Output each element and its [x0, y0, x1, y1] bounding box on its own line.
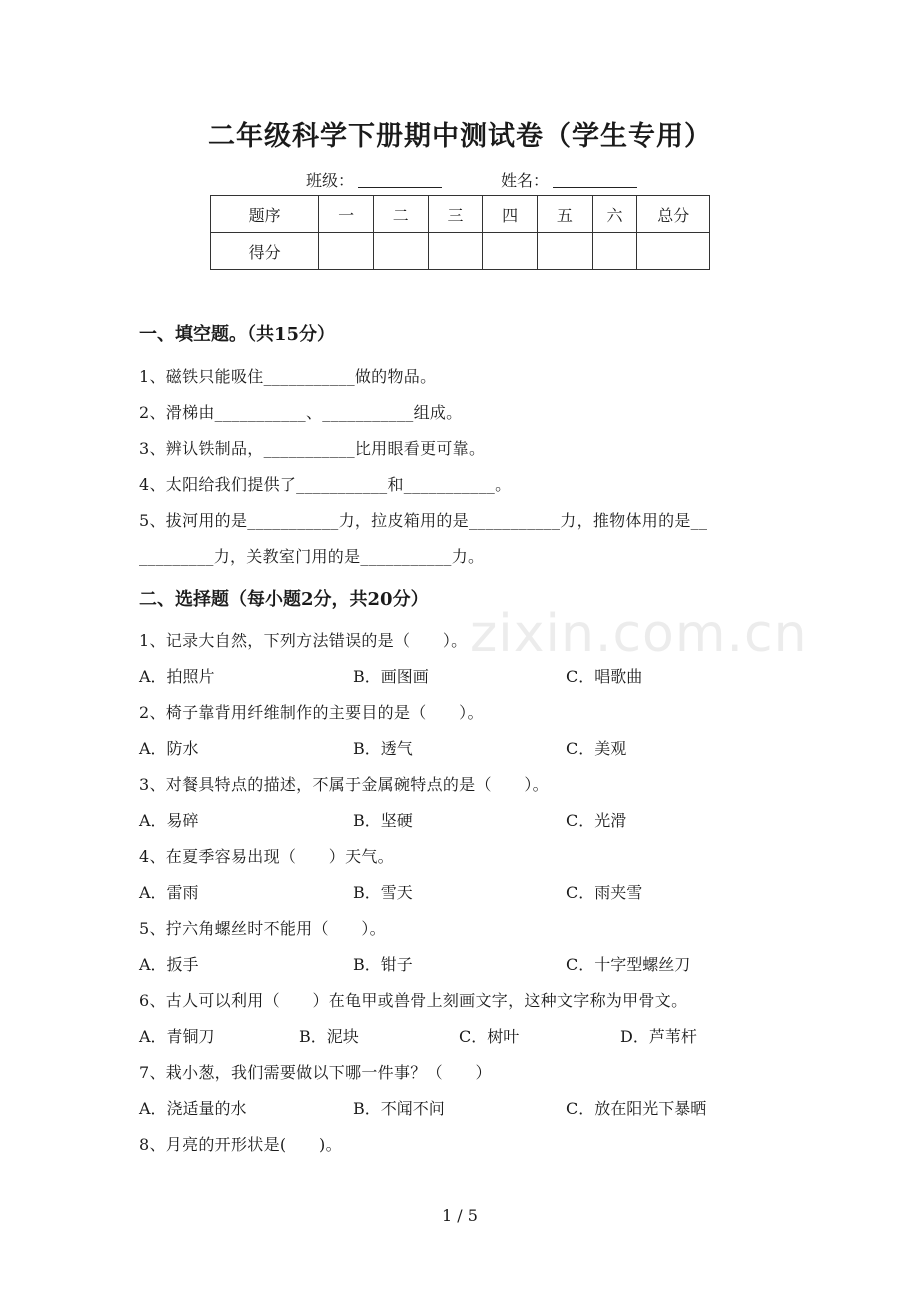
choice-question: 2、椅子靠背用纤维制作的主要目的是（ ）。 — [139, 703, 484, 722]
choice-option: B．透气 — [353, 739, 413, 758]
choice-question: 1、记录大自然，下列方法错误的是（ ）。 — [139, 631, 468, 650]
name-label: 姓名： — [501, 171, 550, 190]
score-cell — [319, 233, 374, 270]
page-title: 二年级科学下册期中测试卷（学生专用） — [208, 121, 712, 152]
choice-option: C．光滑 — [566, 811, 627, 830]
choice-option: A．拍照片 — [139, 667, 215, 686]
score-cell — [483, 233, 538, 270]
score-table-score-row — [211, 233, 710, 270]
choice-option: B．不闻不问 — [353, 1099, 445, 1118]
score-header-cell: 六 — [592, 196, 637, 233]
choice-option: B．雪天 — [353, 883, 413, 902]
score-header-cell: 一 — [319, 196, 374, 233]
score-row-label: 得分 — [211, 233, 319, 270]
score-header-cell: 总分 — [637, 196, 710, 233]
score-table — [210, 195, 710, 270]
choice-option: A．易碎 — [139, 811, 199, 830]
fill-question: 5、拔河用的是___________力，拉皮箱用的是___________力，推物体用的是__ — [139, 511, 708, 530]
fill-question: 1、磁铁只能吸住___________做的物品。 — [139, 367, 437, 386]
choice-option: A．扳手 — [139, 955, 199, 974]
choice-question: 6、古人可以利用（ ）在龟甲或兽骨上刻画文字，这种文字称为甲骨文。 — [139, 991, 688, 1010]
score-cell — [637, 233, 710, 270]
score-header-cell: 四 — [483, 196, 538, 233]
choice-option: A．防水 — [139, 739, 199, 758]
choice-option: B．画图画 — [353, 667, 429, 686]
class-blank — [358, 173, 442, 188]
class-label: 班级： — [306, 171, 355, 190]
choice-option: C．唱歌曲 — [566, 667, 643, 686]
fill-question-continued: _________力，关教室门用的是___________力。 — [139, 547, 485, 566]
choice-question: 5、拧六角螺丝时不能用（ ）。 — [139, 919, 386, 938]
choice-option: A．浇适量的水 — [139, 1099, 247, 1118]
choice-option: C．美观 — [566, 739, 627, 758]
score-table-header-row — [211, 196, 710, 233]
score-header-cell: 三 — [428, 196, 483, 233]
fill-question: 2、滑梯由___________、___________组成。 — [139, 403, 463, 422]
section1-title: 一、填空题。（共15分） — [139, 324, 336, 345]
choice-option: A．青铜刀 — [139, 1027, 215, 1046]
fill-question: 3、辨认铁制品，___________比用眼看更可靠。 — [139, 439, 486, 458]
name-field — [501, 168, 637, 191]
choice-question: 4、在夏季容易出现（ ）天气。 — [139, 847, 394, 866]
page-number: 1 / 5 — [442, 1206, 478, 1225]
choice-option: B．坚硬 — [353, 811, 413, 830]
choice-option: B．钳子 — [353, 955, 413, 974]
choice-option: C．雨夹雪 — [566, 883, 643, 902]
choice-option: B．泥块 — [299, 1027, 359, 1046]
class-field — [306, 168, 442, 191]
score-header-cell: 题序 — [211, 196, 319, 233]
choice-question: 3、对餐具特点的描述，不属于金属碗特点的是（ ）。 — [139, 775, 549, 794]
fill-question: 4、太阳给我们提供了___________和___________。 — [139, 475, 512, 494]
name-blank — [553, 173, 637, 188]
choice-option: D．芦苇杆 — [620, 1027, 697, 1046]
choice-option: A．雷雨 — [139, 883, 199, 902]
score-header-cell: 二 — [373, 196, 428, 233]
choice-question: 8、月亮的开形状是( )。 — [139, 1135, 342, 1154]
choice-option: C．放在阳光下暴晒 — [566, 1099, 707, 1118]
choice-option: C．十字型螺丝刀 — [566, 955, 691, 974]
section2-title: 二、选择题（每小题2分，共20分） — [139, 589, 429, 610]
choice-question: 7、栽小葱，我们需要做以下哪一件事？（ ） — [139, 1063, 492, 1082]
score-cell — [428, 233, 483, 270]
watermark: zixin.com.cn — [470, 604, 808, 664]
score-cell — [537, 233, 592, 270]
score-cell — [592, 233, 637, 270]
choice-option: C．树叶 — [459, 1027, 520, 1046]
score-header-cell: 五 — [537, 196, 592, 233]
score-cell — [373, 233, 428, 270]
